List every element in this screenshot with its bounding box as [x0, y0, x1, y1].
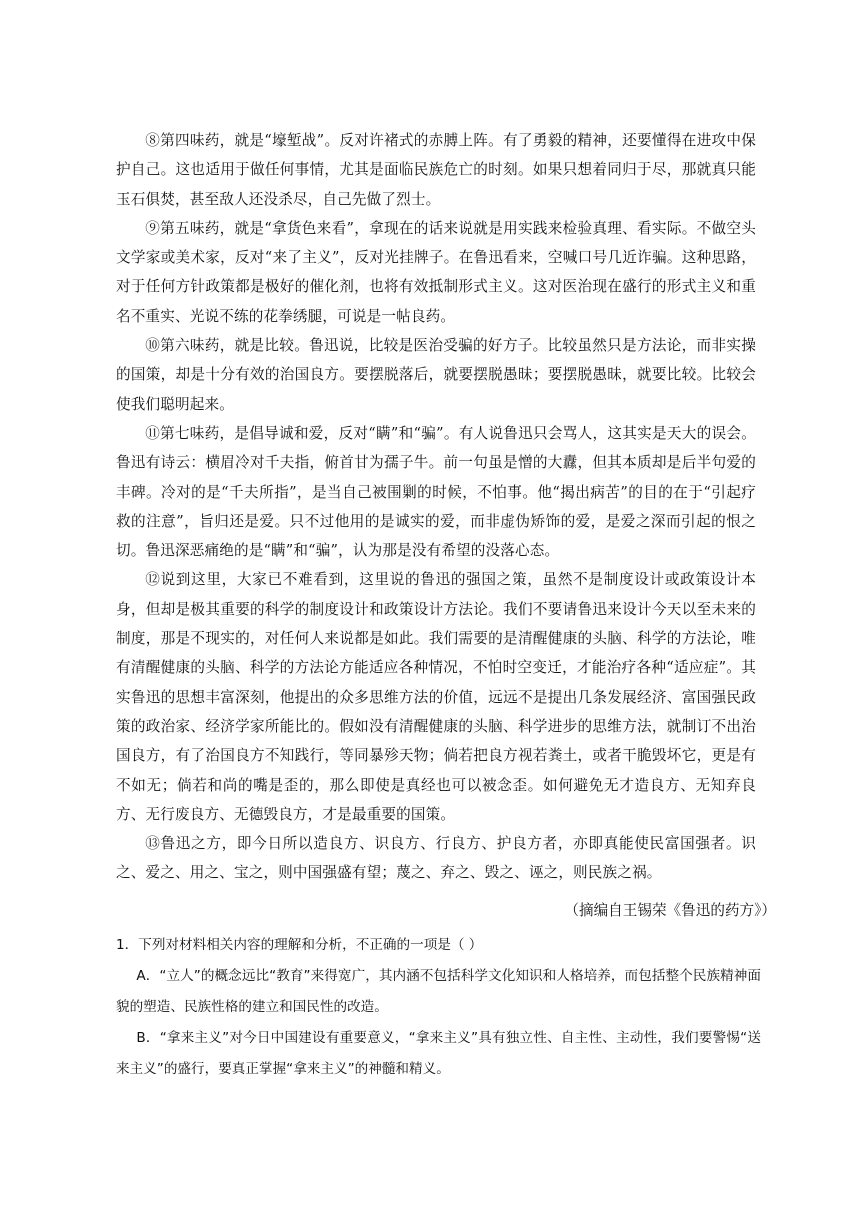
paragraph-13: ⑬鲁迅之方，即今日所以造良方、识良方、行良方、护良方者，亦即真能使民富国强者。识之、爱之、用之、宝之，则中国强盛有望；蔑之、弃之、毁之、诬之，则民族之祸。: [116, 835, 756, 882]
option-b: B．“拿来主义”对今日中国建设有重要意义，“拿来主义”具有独立性、自主性、主动性，我们要警惕“送来主义”的盛行，要真正掌握“拿来主义”的神髓和精义。: [116, 1030, 761, 1077]
paragraph-10: ⑩第六味药，就是比较。鲁迅说，比较是医治受骗的好方子。比较虽然只是方法论，而非实操的国策，却是十分有效的治国良方。要摆脱落后，就要摆脱愚昧；要摆脱愚昧，就要比较。比较会使我们聪明起来。: [116, 337, 756, 413]
paragraph-12: ⑫说到这里，大家已不难看到，这里说的鲁迅的强国之策，虽然不是制度设计或政策设计本身，但却是极其重要的科学的制度设计和政策设计方法论。我们不要请鲁迅来设计今天以至未来的制度，那是不现实的，对任何人来说都是如此。我们需要的是清醒健康的头脑、科学的方法论，唯有清醒健康的头脑、科学的方法论方能适应各种情况，不怕时空变迁，才能治疗各种“适应症”。其实鲁迅的思想丰富深刻，他提出的众多思维方法的价值，远远不是提出几条发展经济、富国强民政策的政治家、经济学家所能比的。假如没有清醒健康的头脑、科学进步的思维方法，就制订不出治国良方，有了治国良方不知践行，等同暴殄天物；倘若把良方视若粪土，或者干脆毁坏它，更是有不如无；倘若和尚的嘴是歪的，那么即使是真经也可以被念歪。如何避免无才造良方、无知弃良方、无行废良方、无德毁良方，才是最重要的国策。: [116, 571, 756, 823]
source-citation: （摘编自王锡荣《鲁迅的药方》）: [564, 902, 776, 919]
paragraph-8: ⑧第四味药，就是“壕堑战”。反对许褚式的赤膊上阵。有了勇毅的精神，还要懂得在进攻中保护自己。这也适用于做任何事情，尤其是面临民族危亡的时刻。如果只想着同归于尽，那就真只能玉石俱焚，甚至敌人还没杀尽，自己先做了烈士。: [116, 132, 756, 208]
paragraph-11: ⑪第七味药，是倡导诚和爱，反对“瞒”和“骗”。有人说鲁迅只会骂人，这其实是天大的误会。鲁迅有诗云：横眉冷对千夫指，俯首甘为孺子牛。前一句虽是憎的大纛，但其本质却是后半句爱的丰碑。冷对的是“千夫所指”，是当自己被围剿的时候，不怕事。他“揭出病苦”的目的在于“引起疗救的注意”，旨归还是爱。只不过他用的是诚实的爱，而非虚伪矫饰的爱，是爱之深而引起的恨之切。鲁迅深恶痛绝的是“瞒”和“骗”，认为那是没有希望的没落心态。: [116, 424, 756, 560]
article-body: [116, 126, 756, 888]
paragraph-9: ⑨第五味药，就是“拿货色来看”，拿现在的话来说就是用实践来检验真理、看实际。不做空头文学家或美术家，反对“来了主义”，反对光挂牌子。在鲁迅看来，空喊口号几近诈骗。这种思路，对于任何方针政策都是极好的催化剂，也将有效抵制形式主义。这对医治现在盛行的形式主义和重名不重实、光说不练的花拳绣腿，可说是一帖良药。: [116, 219, 756, 325]
option-a: A．“立人”的概念远比“教育”来得宽广，其内涵不包括科学文化知识和人格培养，而包括整个民族精神面貌的塑造、民族性格的建立和国民性的改造。: [116, 968, 761, 1015]
question-stem: 1．下列对材料相关内容的理解和分析，不正确的一项是（ ）: [116, 937, 483, 953]
question-block: [116, 930, 761, 1085]
